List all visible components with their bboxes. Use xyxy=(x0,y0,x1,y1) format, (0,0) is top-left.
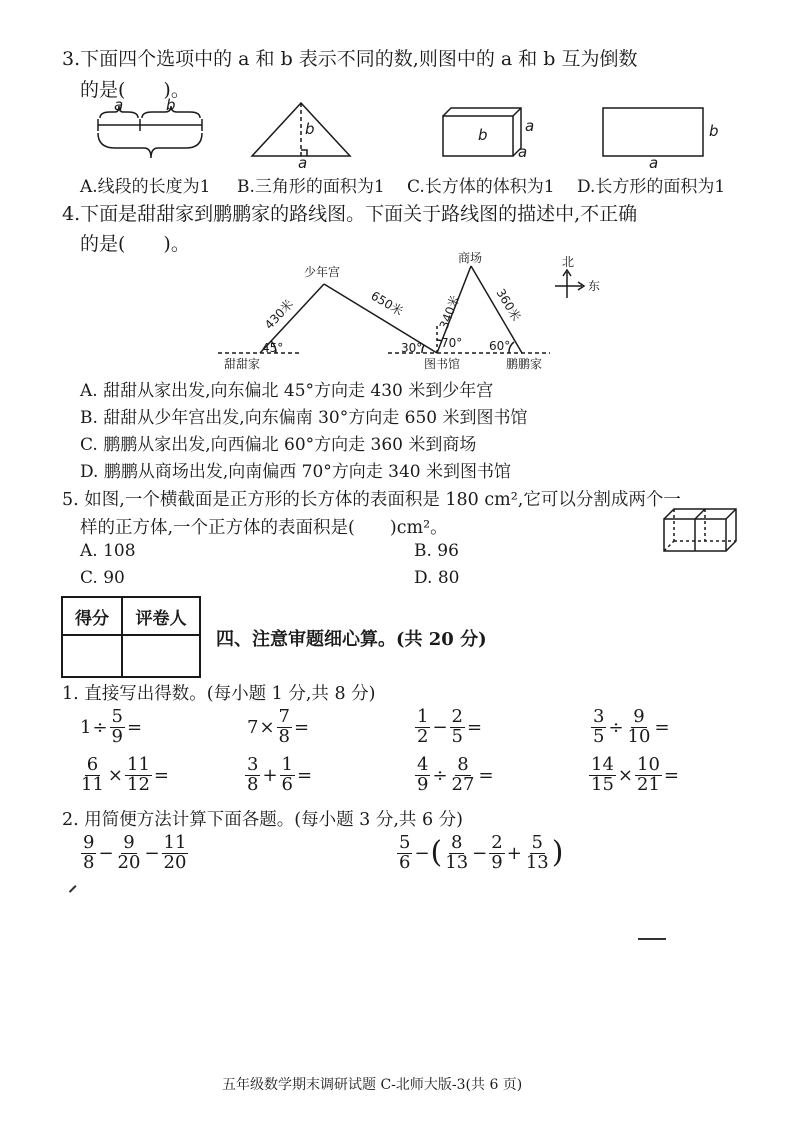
calc-item-1 xyxy=(80,708,143,747)
equals-sign: = xyxy=(153,764,169,786)
calc-op: × xyxy=(107,764,123,786)
right-paren: ) xyxy=(551,835,564,871)
angle-60: 60° xyxy=(489,339,511,353)
calc-item-2 xyxy=(247,708,310,747)
q3-stem-line1: 3.下面四个选项中的 a 和 b 表示不同的数,则图中的 a 和 b 互为倒数 xyxy=(62,48,638,70)
simplify-item-1 xyxy=(80,834,189,873)
place-pengpeng-home: 鹏鹏家 xyxy=(506,357,543,371)
fraction: $\frac{3}{8}$ xyxy=(247,754,259,795)
compass-east: 东 xyxy=(588,279,601,293)
calc-op: ÷ xyxy=(608,716,624,738)
fig-b-label-b: b xyxy=(305,120,315,138)
fraction: $\frac{8}{27}$ xyxy=(451,754,475,795)
calc-item-6 xyxy=(244,756,313,795)
q4-option-d: D. 鹏鹏从商场出发,向南偏西 70°方向走 340 米到图书馆 xyxy=(80,462,512,482)
fraction: $\frac{1}{6}$ xyxy=(281,754,293,795)
place-mall: 商场 xyxy=(458,251,483,265)
q5-option-c: C. 90 xyxy=(80,568,125,588)
left-paren: ( xyxy=(430,835,443,871)
fraction: $\frac{5}{13}$ xyxy=(525,832,549,873)
q3-stem-line2: 的是( )。 xyxy=(80,79,190,101)
route-map xyxy=(200,246,630,376)
fig-b-label-a: a xyxy=(298,154,308,170)
fraction: $\frac{11}{20}$ xyxy=(163,832,187,873)
q4-option-b: B. 甜甜从少年宫出发,向东偏南 30°方向走 650 米到图书馆 xyxy=(80,408,528,428)
pen-mark xyxy=(638,938,666,940)
q3-option-b: B.三角形的面积为1 xyxy=(237,177,385,197)
distance-340: 340米 xyxy=(436,293,463,332)
calc-item-4 xyxy=(590,708,671,747)
calc-item-3 xyxy=(414,708,483,747)
equals-sign: = xyxy=(478,764,494,786)
fig-d-label-a: a xyxy=(649,154,659,170)
calc-whole: 7 xyxy=(247,716,259,738)
fraction: $\frac{2}{5}$ xyxy=(451,706,463,747)
fig-c-label-a-right: a xyxy=(525,117,535,135)
q1-title: 1. 直接写出得数。(每小题 1 分,共 8 分) xyxy=(62,684,376,704)
q4-stem-line1: 4.下面是甜甜家到鹏鹏家的路线图。下面关于路线图的描述中,不正确 xyxy=(62,203,638,225)
equals-sign: = xyxy=(654,716,670,738)
angle-70: 70° xyxy=(441,336,463,350)
reviewer-label: 评卷人 xyxy=(122,597,200,635)
calc-op: − xyxy=(432,716,448,738)
q3-option-a: A.线段的长度为1 xyxy=(80,177,211,197)
calc-op: + xyxy=(262,764,278,786)
fraction: $\frac{2}{9}$ xyxy=(491,832,503,873)
q4-option-a: A. 甜甜从家出发,向东偏北 45°方向走 430 米到少年宫 xyxy=(80,381,494,401)
fraction: $\frac{9}{8}$ xyxy=(83,832,95,873)
fig-c-label-b: b xyxy=(478,126,488,144)
fraction: $\frac{3}{5}$ xyxy=(593,706,605,747)
reviewer-cell[interactable] xyxy=(122,635,200,677)
fig-a-label-a: a xyxy=(114,96,124,114)
fraction: $\frac{1}{2}$ xyxy=(417,706,429,747)
calc-op: − xyxy=(98,842,114,864)
calc-item-5 xyxy=(78,756,170,795)
place-library: 图书馆 xyxy=(424,357,461,371)
fraction: $\frac{10}{21}$ xyxy=(637,754,660,795)
simplify-item-2 xyxy=(396,834,563,873)
equals-sign: = xyxy=(297,764,313,786)
calc-op: × xyxy=(617,764,633,786)
answer-area-left[interactable] xyxy=(62,880,382,1060)
fraction: $\frac{9}{10}$ xyxy=(627,706,651,747)
distance-430: 430米 xyxy=(261,296,297,333)
calc-op: − xyxy=(472,842,488,864)
triangle-figure xyxy=(252,103,350,156)
compass-north: 北 xyxy=(562,255,575,269)
page-footer: 五年级数学期末调研试题 C-北师大版-3(共 6 页) xyxy=(222,1077,523,1093)
fraction: $\frac{7}{8}$ xyxy=(278,706,290,747)
q5-option-d: D. 80 xyxy=(414,568,460,588)
score-box xyxy=(61,596,201,678)
rectangle-figure xyxy=(603,108,703,156)
calc-op: − xyxy=(414,842,430,864)
q3-option-d: D.长方形的面积为1 xyxy=(577,177,726,197)
cuboid-split-figure xyxy=(660,505,740,555)
q5-option-a: A. 108 xyxy=(80,541,136,561)
calc-op: ÷ xyxy=(432,764,448,786)
fig-d-label-b: b xyxy=(709,122,719,140)
fig-c-label-a-bottom: a xyxy=(518,143,528,161)
score-cell[interactable] xyxy=(62,635,122,677)
compass-icon xyxy=(555,270,584,298)
q5-stem-line2: 样的正方体,一个正方体的表面积是( )cm²。 xyxy=(80,518,448,538)
angle-30: 30° xyxy=(401,341,423,355)
angle-45: 45° xyxy=(262,341,284,355)
equals-sign: = xyxy=(467,716,483,738)
q4-stem-line2: 的是( )。 xyxy=(80,233,190,255)
place-youth-palace: 少年宫 xyxy=(304,265,341,279)
equals-sign: = xyxy=(294,716,310,738)
place-tiantian-home: 甜甜家 xyxy=(224,357,261,371)
q3-figures xyxy=(0,0,794,170)
calc-op: × xyxy=(259,716,275,738)
calc-op: ÷ xyxy=(92,716,108,738)
calc-whole: 1 xyxy=(80,716,92,738)
calc-item-8 xyxy=(588,756,680,795)
q5-option-b: B. 96 xyxy=(414,541,459,561)
q2-title: 2. 用简便方法计算下面各题。(每小题 3 分,共 6 分) xyxy=(62,810,463,830)
q4-option-c: C. 鹏鹏从家出发,向西偏北 60°方向走 360 米到商场 xyxy=(80,435,477,455)
calc-op: − xyxy=(144,842,160,864)
q5-stem-line1: 5. 如图,一个横截面是正方形的长方体的表面积是 180 cm²,它可以分割成两个一 xyxy=(62,490,681,510)
fraction: $\frac{9}{20}$ xyxy=(117,832,141,873)
score-label: 得分 xyxy=(62,597,122,635)
section-4-title: 四、注意审题细心算。(共 20 分) xyxy=(216,629,487,650)
equals-sign: = xyxy=(127,716,143,738)
calc-op: + xyxy=(506,842,522,864)
distance-650: 650米 xyxy=(368,288,406,319)
equals-sign: = xyxy=(663,764,679,786)
fig-a-label-b: b xyxy=(166,96,176,114)
fraction: $\frac{5}{6}$ xyxy=(399,832,411,873)
fraction: $\frac{11}{12}$ xyxy=(127,754,150,795)
fraction: $\frac{4}{9}$ xyxy=(417,754,429,795)
answer-area-right[interactable] xyxy=(396,880,726,1060)
fraction: $\frac{8}{13}$ xyxy=(445,832,469,873)
fraction: $\frac{6}{11}$ xyxy=(81,754,104,795)
fraction: $\frac{14}{15}$ xyxy=(591,754,614,795)
fraction: $\frac{5}{9}$ xyxy=(111,706,123,747)
distance-360: 360米 xyxy=(493,286,524,324)
calc-item-7 xyxy=(414,756,495,795)
q3-option-c: C.长方体的体积为1 xyxy=(407,177,555,197)
